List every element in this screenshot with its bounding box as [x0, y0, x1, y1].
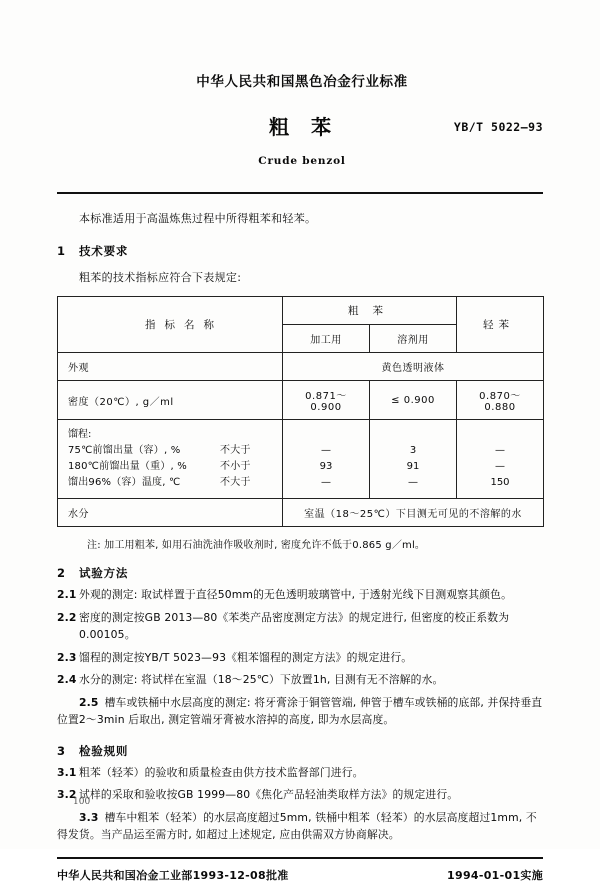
- clause-number-3-2: 3.2: [57, 788, 77, 801]
- row-label-density: 密度（20℃）, g／ml: [58, 381, 283, 420]
- organization-title: 中华人民共和国黑色冶金行业标准: [196, 74, 408, 90]
- row-value-appearance-merged: 黄色透明液体: [283, 353, 544, 381]
- page-number: 100: [73, 797, 91, 807]
- standard-number: YB/T 5022—93: [453, 120, 543, 134]
- table-lead-in: 粗苯的技术指标应符合下表规定:: [79, 271, 242, 284]
- clause-text-2-5: 槽车或铁桶中水层高度的测定: 将牙膏涂于铜管管端, 伸管于槽车或铁桶的底部, 并保持垂直位置2～3min 后取出, 测定管端牙膏被水溶掉的高度, 即为水层高度。: [57, 695, 543, 726]
- distillation-line-1: 75℃前馏出量（容）, % 不大于: [68, 445, 251, 456]
- distillation-processing-values: — 93 —: [283, 420, 370, 499]
- clause-number-2-1: 2.1: [57, 588, 77, 601]
- header-divider: [57, 192, 543, 194]
- clause-3-2: [57, 786, 543, 804]
- clause-text-2-1: 外观的测定: 取试样置于直径50mm的无色透明玻璃管中, 于透射光线下目测观察其颜色。: [79, 588, 513, 601]
- scope-paragraph: 本标准适用于高温炼焦过程中所得粗苯和轻苯。: [79, 212, 317, 225]
- clause-number-2-5: 2.5: [79, 695, 99, 709]
- english-title: Crude benzol: [258, 155, 346, 167]
- approval-statement: 中华人民共和国冶金工业部1993-12-08批准: [57, 868, 289, 882]
- header-cell-light-benzol: 轻苯: [457, 297, 544, 353]
- clause-text-2-4: 水分的测定: 将试样在室温（18～25℃）下放置1h, 目测有无不溶解的水。: [79, 673, 444, 686]
- clause-3-1: [57, 764, 543, 782]
- distillation-line-2: 180℃前馏出量（重）, % 不小于: [68, 461, 251, 472]
- density-processing-value: 0.871～0.900: [283, 381, 370, 420]
- spec-table: [57, 296, 544, 527]
- section-title-3: 检验规则: [79, 743, 129, 758]
- header-cell-crude-benzol: 粗苯: [283, 297, 457, 325]
- page-content: [57, 60, 543, 883]
- clause-number-3-3: 3.3: [79, 810, 99, 824]
- page-title: 粗苯: [269, 115, 353, 139]
- footer-divider: [57, 857, 543, 859]
- distillation-line-3: 馏出96%（容）温度, ℃ 不大于: [68, 477, 251, 488]
- clause-text-3-1: 粗苯（轻苯）的验收和质量检查由供方技术监督部门进行。: [79, 765, 364, 779]
- distillation-light-values: — — 150: [457, 420, 544, 499]
- distillation-solvent-values: 3 91 —: [370, 420, 457, 499]
- table-header-row-1: [58, 297, 544, 325]
- table-row-distillation: [58, 420, 544, 499]
- density-solvent-value: ≤ 0.900: [370, 381, 457, 420]
- row-label-appearance: 外观: [58, 353, 283, 381]
- header-cell-solvent-use: 溶剂用: [370, 325, 457, 353]
- header-cell-indicator-name: 指标名称: [58, 297, 283, 353]
- clause-number-2-2: 2.2: [57, 610, 77, 624]
- row-label-water: 水分: [58, 499, 283, 527]
- section-title-2: 试验方法: [79, 566, 129, 580]
- header-cell-processing-use: 加工用: [283, 325, 370, 353]
- row-value-water-merged: 室温（18～25℃）下目测无可见的不溶解的水: [283, 499, 544, 527]
- section-number-3: 3: [57, 743, 66, 758]
- clause-text-2-2: 密度的测定按GB 2013—80《苯类产品密度测定方法》的规定进行, 但密度的校正系数为0.00105。: [79, 610, 510, 641]
- clause-2-4: [57, 671, 543, 689]
- section-heading-1: [57, 243, 543, 259]
- clause-number-2-3: 2.3: [57, 650, 77, 664]
- clause-2-1: [57, 586, 543, 604]
- clause-2-3: [57, 649, 543, 667]
- clause-text-3-3: 槽车中粗苯（轻苯）的水层高度超过5mm, 铁桶中粗苯（轻苯）的水层高度超过1mm, 不得发货。当产品运至需方时, 如超过上述规定, 应由供需双方协商解决。: [57, 810, 537, 841]
- table-note: 注: 加工用粗苯, 如用石油洗油作吸收剂时, 密度允许不低于0.865 g／ml。: [87, 540, 426, 551]
- section-number-2: 2: [57, 566, 66, 580]
- distillation-title: 馏程:: [68, 429, 92, 440]
- clause-text-2-3: 馏程的测定按YB/T 5023—93《粗苯馏程的测定方法》的规定进行。: [79, 650, 413, 664]
- clause-text-3-2: 试样的采取和验收按GB 1999—80《焦化产品轻油类取样方法》的规定进行。: [79, 788, 459, 801]
- distillation-labels: [58, 420, 283, 499]
- table-row-density: [58, 381, 544, 420]
- section-heading-3: [57, 743, 543, 759]
- title-row: [57, 114, 543, 142]
- section-heading-2: [57, 565, 543, 581]
- section-number-1: 1: [57, 244, 66, 258]
- clause-3-3: [57, 809, 543, 844]
- density-light-value: 0.870～0.880: [457, 381, 544, 420]
- clause-2-5: [57, 694, 543, 729]
- clause-number-2-4: 2.4: [57, 673, 77, 686]
- footer: [57, 867, 543, 883]
- table-row-water: [58, 499, 544, 527]
- effective-date: 1994-01-01实施: [447, 868, 543, 882]
- clause-2-2: [57, 609, 543, 644]
- table-row-appearance: [58, 353, 544, 381]
- section-title-1: 技术要求: [79, 244, 129, 258]
- clause-number-3-1: 3.1: [57, 765, 77, 779]
